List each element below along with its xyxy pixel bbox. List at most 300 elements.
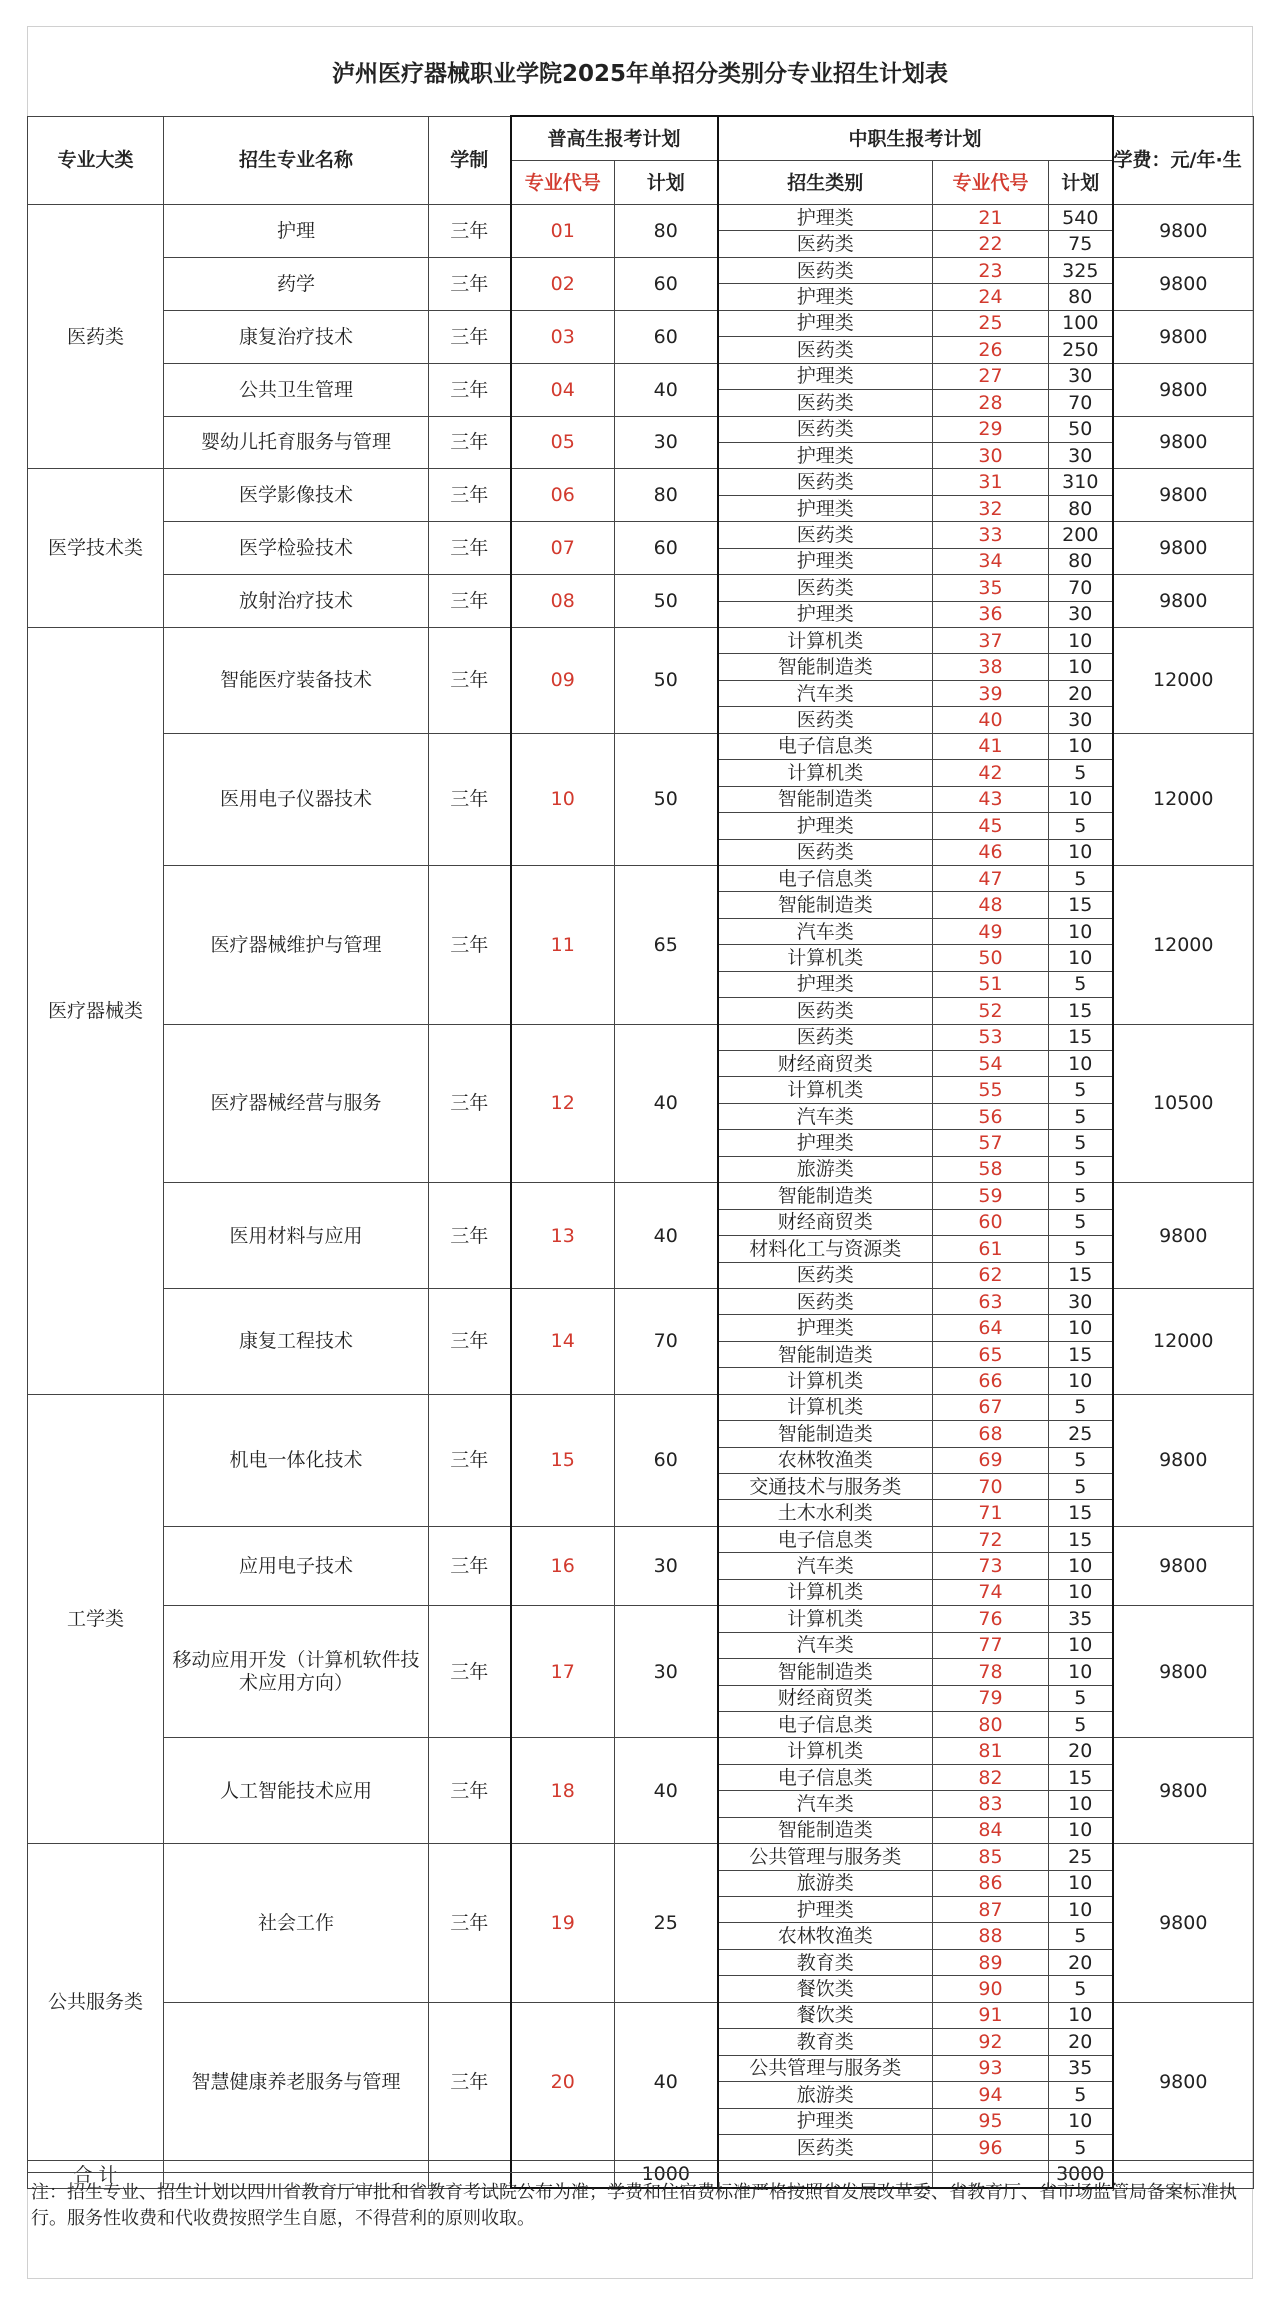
major-name-cell: 公共卫生管理 <box>164 363 429 416</box>
vocational-plan-cell: 15 <box>1049 1500 1113 1526</box>
vocational-type-cell: 护理类 <box>718 601 933 627</box>
major-name-cell: 护理 <box>164 205 429 258</box>
vocational-code-cell: 26 <box>933 337 1049 363</box>
vocational-type-cell: 医药类 <box>718 1024 933 1050</box>
major-name-cell: 医疗器械经营与服务 <box>164 1024 429 1183</box>
vocational-code-cell: 23 <box>933 257 1049 283</box>
vocational-plan-cell: 20 <box>1049 680 1113 706</box>
vocational-plan-cell: 5 <box>1049 760 1113 786</box>
vocational-code-cell: 25 <box>933 310 1049 336</box>
fee-cell: 9800 <box>1113 1183 1254 1289</box>
vocational-plan-cell: 10 <box>1049 918 1113 944</box>
fee-cell: 9800 <box>1113 522 1254 575</box>
major-name-cell: 医学检验技术 <box>164 522 429 575</box>
vocational-plan-cell: 70 <box>1049 575 1113 601</box>
duration-cell: 三年 <box>429 1738 511 1844</box>
vocational-plan-cell: 5 <box>1049 1474 1113 1500</box>
vocational-code-cell: 54 <box>933 1051 1049 1077</box>
table-row <box>28 1738 1254 1764</box>
fee-cell: 9800 <box>1113 1394 1254 1526</box>
general-code-cell: 13 <box>511 1183 615 1289</box>
header-duration: 学制 <box>429 116 511 205</box>
vocational-code-cell: 38 <box>933 654 1049 680</box>
fee-cell: 9800 <box>1113 257 1254 310</box>
vocational-code-cell: 85 <box>933 1844 1049 1870</box>
major-name-cell: 康复工程技术 <box>164 1288 429 1394</box>
table-row <box>28 865 1254 891</box>
total-general-plan: 1000 <box>615 2161 718 2189</box>
vocational-type-cell: 电子信息类 <box>718 1764 933 1790</box>
vocational-code-cell: 37 <box>933 628 1049 654</box>
general-code-cell: 07 <box>511 522 615 575</box>
general-code-cell: 16 <box>511 1526 615 1605</box>
general-plan-cell: 50 <box>615 628 718 734</box>
general-plan-cell: 40 <box>615 2002 718 2161</box>
vocational-code-cell: 31 <box>933 469 1049 495</box>
vocational-type-cell: 农林牧渔类 <box>718 1447 933 1473</box>
fee-cell: 10500 <box>1113 1024 1254 1183</box>
fee-cell: 9800 <box>1113 469 1254 522</box>
vocational-plan-cell: 30 <box>1049 442 1113 468</box>
vocational-plan-cell: 200 <box>1049 522 1113 548</box>
vocational-plan-cell: 10 <box>1049 654 1113 680</box>
vocational-plan-cell: 5 <box>1049 2082 1113 2108</box>
duration-cell: 三年 <box>429 1183 511 1289</box>
vocational-plan-cell: 10 <box>1049 1051 1113 1077</box>
fee-cell: 12000 <box>1113 865 1254 1024</box>
fee-cell: 12000 <box>1113 628 1254 734</box>
vocational-code-cell: 89 <box>933 1949 1049 1975</box>
header-vocational-code: 专业代号 <box>933 161 1049 205</box>
duration-cell: 三年 <box>429 733 511 865</box>
vocational-code-cell: 77 <box>933 1632 1049 1658</box>
vocational-code-cell: 29 <box>933 416 1049 442</box>
footnote: 注：招生专业、招生计划以四川省教育厅审批和省教育考试院公布为准；学费和住宿费标准严格按照省发展改革委、省教育厅、省市场监管局备案标准执行。服务性收费和代收费按照学生自愿，不得营利的原则收取。 <box>31 2182 1237 2229</box>
general-plan-cell: 60 <box>615 257 718 310</box>
vocational-code-cell: 83 <box>933 1791 1049 1817</box>
table-row <box>28 1526 1254 1552</box>
vocational-code-cell: 63 <box>933 1288 1049 1314</box>
vocational-plan-cell: 20 <box>1049 2029 1113 2055</box>
category-cell: 医药类 <box>28 205 164 469</box>
vocational-code-cell: 73 <box>933 1553 1049 1579</box>
vocational-plan-cell: 5 <box>1049 1685 1113 1711</box>
plan-table-body <box>28 205 1254 2161</box>
vocational-type-cell: 护理类 <box>718 1130 933 1156</box>
vocational-plan-cell: 10 <box>1049 786 1113 812</box>
vocational-plan-cell: 15 <box>1049 1262 1113 1288</box>
vocational-code-cell: 76 <box>933 1606 1049 1632</box>
vocational-type-cell: 护理类 <box>718 971 933 997</box>
vocational-plan-cell: 15 <box>1049 1526 1113 1552</box>
duration-cell: 三年 <box>429 1024 511 1183</box>
fee-cell: 9800 <box>1113 1526 1254 1605</box>
vocational-code-cell: 28 <box>933 390 1049 416</box>
vocational-code-cell: 27 <box>933 363 1049 389</box>
vocational-code-cell: 49 <box>933 918 1049 944</box>
vocational-code-cell: 78 <box>933 1659 1049 1685</box>
vocational-code-cell: 96 <box>933 2134 1049 2160</box>
vocational-type-cell: 旅游类 <box>718 1156 933 1182</box>
vocational-type-cell: 旅游类 <box>718 1870 933 1896</box>
table-row <box>28 1183 1254 1209</box>
vocational-plan-cell: 5 <box>1049 1976 1113 2002</box>
table-row <box>28 469 1254 495</box>
major-name-cell: 医学影像技术 <box>164 469 429 522</box>
vocational-code-cell: 47 <box>933 865 1049 891</box>
vocational-type-cell: 护理类 <box>718 548 933 574</box>
vocational-plan-cell: 5 <box>1049 1711 1113 1737</box>
vocational-code-cell: 74 <box>933 1579 1049 1605</box>
table-row <box>28 1606 1254 1632</box>
vocational-code-cell: 90 <box>933 1976 1049 2002</box>
vocational-plan-cell: 250 <box>1049 337 1113 363</box>
vocational-code-cell: 57 <box>933 1130 1049 1156</box>
vocational-type-cell: 电子信息类 <box>718 1711 933 1737</box>
vocational-code-cell: 21 <box>933 205 1049 231</box>
header-general-count: 计划 <box>615 161 718 205</box>
vocational-plan-cell: 15 <box>1049 998 1113 1024</box>
vocational-code-cell: 94 <box>933 2082 1049 2108</box>
vocational-type-cell: 交通技术与服务类 <box>718 1474 933 1500</box>
duration-cell: 三年 <box>429 1606 511 1738</box>
vocational-plan-cell: 10 <box>1049 1553 1113 1579</box>
vocational-plan-cell: 10 <box>1049 733 1113 759</box>
vocational-code-cell: 91 <box>933 2002 1049 2028</box>
table-row <box>28 2002 1254 2028</box>
general-code-cell: 14 <box>511 1288 615 1394</box>
vocational-type-cell: 汽车类 <box>718 680 933 706</box>
general-plan-cell: 50 <box>615 575 718 628</box>
vocational-code-cell: 51 <box>933 971 1049 997</box>
major-name-cell: 医用电子仪器技术 <box>164 733 429 865</box>
vocational-type-cell: 计算机类 <box>718 1606 933 1632</box>
vocational-code-cell: 95 <box>933 2108 1049 2134</box>
vocational-plan-cell: 35 <box>1049 1606 1113 1632</box>
major-name-cell: 智慧健康养老服务与管理 <box>164 2002 429 2161</box>
general-plan-cell: 70 <box>615 1288 718 1394</box>
general-plan-cell: 80 <box>615 205 718 258</box>
vocational-plan-cell: 80 <box>1049 548 1113 574</box>
vocational-code-cell: 71 <box>933 1500 1049 1526</box>
duration-cell: 三年 <box>429 628 511 734</box>
vocational-plan-cell: 10 <box>1049 1791 1113 1817</box>
duration-cell: 三年 <box>429 1288 511 1394</box>
duration-cell: 三年 <box>429 310 511 363</box>
vocational-code-cell: 68 <box>933 1421 1049 1447</box>
category-cell: 公共服务类 <box>28 1844 164 2161</box>
general-plan-cell: 30 <box>615 1526 718 1605</box>
vocational-type-cell: 医药类 <box>718 231 933 257</box>
vocational-type-cell: 护理类 <box>718 284 933 310</box>
vocational-plan-cell: 10 <box>1049 839 1113 865</box>
duration-cell: 三年 <box>429 257 511 310</box>
header-fee: 学费：元/年·生 <box>1113 116 1254 205</box>
vocational-plan-cell: 540 <box>1049 205 1113 231</box>
vocational-plan-cell: 10 <box>1049 1579 1113 1605</box>
vocational-type-cell: 智能制造类 <box>718 1659 933 1685</box>
vocational-type-cell: 医药类 <box>718 575 933 601</box>
vocational-plan-cell: 15 <box>1049 1024 1113 1050</box>
vocational-type-cell: 智能制造类 <box>718 1341 933 1367</box>
vocational-code-cell: 84 <box>933 1817 1049 1843</box>
vocational-type-cell: 计算机类 <box>718 945 933 971</box>
vocational-plan-cell: 10 <box>1049 2002 1113 2028</box>
vocational-plan-cell: 25 <box>1049 1844 1113 1870</box>
vocational-plan-cell: 10 <box>1049 1632 1113 1658</box>
vocational-type-cell: 医药类 <box>718 839 933 865</box>
general-plan-cell: 25 <box>615 1844 718 2003</box>
vocational-code-cell: 45 <box>933 813 1049 839</box>
total-vocational-plan: 3000 <box>1049 2161 1113 2189</box>
general-code-cell: 04 <box>511 363 615 416</box>
vocational-type-cell: 护理类 <box>718 813 933 839</box>
general-code-cell: 05 <box>511 416 615 469</box>
vocational-code-cell: 33 <box>933 522 1049 548</box>
general-code-cell: 01 <box>511 205 615 258</box>
vocational-code-cell: 56 <box>933 1103 1049 1129</box>
vocational-plan-cell: 50 <box>1049 416 1113 442</box>
major-name-cell: 药学 <box>164 257 429 310</box>
vocational-type-cell: 汽车类 <box>718 918 933 944</box>
vocational-plan-cell: 10 <box>1049 1817 1113 1843</box>
vocational-type-cell: 护理类 <box>718 495 933 521</box>
vocational-type-cell: 农林牧渔类 <box>718 1923 933 1949</box>
major-name-cell: 社会工作 <box>164 1844 429 2003</box>
vocational-plan-cell: 100 <box>1049 310 1113 336</box>
vocational-type-cell: 医药类 <box>718 2134 933 2160</box>
category-cell: 医疗器械类 <box>28 628 164 1395</box>
category-cell: 工学类 <box>28 1394 164 1843</box>
vocational-plan-cell: 80 <box>1049 495 1113 521</box>
general-plan-cell: 50 <box>615 733 718 865</box>
major-name-cell: 医用材料与应用 <box>164 1183 429 1289</box>
general-plan-cell: 30 <box>615 416 718 469</box>
vocational-type-cell: 智能制造类 <box>718 1817 933 1843</box>
vocational-code-cell: 88 <box>933 1923 1049 1949</box>
vocational-type-cell: 餐饮类 <box>718 2002 933 2028</box>
table-row <box>28 257 1254 283</box>
general-code-cell: 12 <box>511 1024 615 1183</box>
general-plan-cell: 40 <box>615 1738 718 1844</box>
vocational-type-cell: 电子信息类 <box>718 865 933 891</box>
general-plan-cell: 80 <box>615 469 718 522</box>
vocational-plan-cell: 75 <box>1049 231 1113 257</box>
vocational-plan-cell: 5 <box>1049 971 1113 997</box>
duration-cell: 三年 <box>429 469 511 522</box>
fee-cell: 9800 <box>1113 575 1254 628</box>
vocational-type-cell: 智能制造类 <box>718 654 933 680</box>
vocational-type-cell: 计算机类 <box>718 1368 933 1394</box>
vocational-plan-cell: 10 <box>1049 945 1113 971</box>
general-code-cell: 09 <box>511 628 615 734</box>
vocational-plan-cell: 10 <box>1049 2108 1113 2134</box>
vocational-type-cell: 医药类 <box>718 469 933 495</box>
vocational-code-cell: 30 <box>933 442 1049 468</box>
vocational-code-cell: 70 <box>933 1474 1049 1500</box>
vocational-type-cell: 计算机类 <box>718 1394 933 1420</box>
major-name-cell: 机电一体化技术 <box>164 1394 429 1526</box>
vocational-code-cell: 66 <box>933 1368 1049 1394</box>
general-code-cell: 11 <box>511 865 615 1024</box>
vocational-code-cell: 93 <box>933 2055 1049 2081</box>
duration-cell: 三年 <box>429 522 511 575</box>
vocational-code-cell: 61 <box>933 1236 1049 1262</box>
vocational-type-cell: 汽车类 <box>718 1553 933 1579</box>
header-row-1 <box>28 116 1254 161</box>
vocational-plan-cell: 5 <box>1049 1156 1113 1182</box>
vocational-type-cell: 汽车类 <box>718 1103 933 1129</box>
vocational-type-cell: 计算机类 <box>718 760 933 786</box>
total-label: 合 计 <box>28 2161 164 2189</box>
vocational-plan-cell: 15 <box>1049 1764 1113 1790</box>
fee-cell: 9800 <box>1113 416 1254 469</box>
general-plan-cell: 60 <box>615 522 718 575</box>
general-plan-cell: 60 <box>615 310 718 363</box>
page-title: 泸州医疗器械职业学院2025年单招分类别分专业招生计划表 <box>331 61 948 87</box>
vocational-code-cell: 62 <box>933 1262 1049 1288</box>
vocational-type-cell: 护理类 <box>718 442 933 468</box>
vocational-plan-cell: 30 <box>1049 1288 1113 1314</box>
vocational-code-cell: 65 <box>933 1341 1049 1367</box>
vocational-type-cell: 医药类 <box>718 337 933 363</box>
enrollment-plan-table <box>27 115 1254 2189</box>
table-row <box>28 416 1254 442</box>
general-plan-cell: 30 <box>615 1606 718 1738</box>
vocational-code-cell: 79 <box>933 1685 1049 1711</box>
general-code-cell: 10 <box>511 733 615 865</box>
vocational-type-cell: 教育类 <box>718 2029 933 2055</box>
duration-cell: 三年 <box>429 363 511 416</box>
general-code-cell: 17 <box>511 1606 615 1738</box>
vocational-plan-cell: 10 <box>1049 1659 1113 1685</box>
duration-cell: 三年 <box>429 1526 511 1605</box>
vocational-code-cell: 55 <box>933 1077 1049 1103</box>
vocational-type-cell: 医药类 <box>718 522 933 548</box>
vocational-plan-cell: 5 <box>1049 1130 1113 1156</box>
major-name-cell: 康复治疗技术 <box>164 310 429 363</box>
header-vocational-count: 计划 <box>1049 161 1113 205</box>
general-code-cell: 15 <box>511 1394 615 1526</box>
general-plan-cell: 40 <box>615 1024 718 1183</box>
vocational-type-cell: 土木水利类 <box>718 1500 933 1526</box>
major-name-cell: 应用电子技术 <box>164 1526 429 1605</box>
vocational-code-cell: 34 <box>933 548 1049 574</box>
vocational-code-cell: 50 <box>933 945 1049 971</box>
duration-cell: 三年 <box>429 416 511 469</box>
vocational-plan-cell: 5 <box>1049 1447 1113 1473</box>
vocational-type-cell: 智能制造类 <box>718 892 933 918</box>
vocational-plan-cell: 10 <box>1049 1870 1113 1896</box>
vocational-type-cell: 计算机类 <box>718 1077 933 1103</box>
fee-cell: 12000 <box>1113 1288 1254 1394</box>
vocational-type-cell: 电子信息类 <box>718 1526 933 1552</box>
general-code-cell: 06 <box>511 469 615 522</box>
major-name-cell: 人工智能技术应用 <box>164 1738 429 1844</box>
fee-cell: 9800 <box>1113 1844 1254 2003</box>
major-name-cell: 放射治疗技术 <box>164 575 429 628</box>
table-row <box>28 628 1254 654</box>
major-name-cell: 移动应用开发（计算机软件技术应用方向） <box>164 1606 429 1738</box>
vocational-plan-cell: 5 <box>1049 865 1113 891</box>
fee-cell: 12000 <box>1113 733 1254 865</box>
vocational-plan-cell: 5 <box>1049 1236 1113 1262</box>
vocational-code-cell: 80 <box>933 1711 1049 1737</box>
vocational-code-cell: 39 <box>933 680 1049 706</box>
vocational-type-cell: 医药类 <box>718 416 933 442</box>
vocational-type-cell: 医药类 <box>718 257 933 283</box>
vocational-type-cell: 护理类 <box>718 2108 933 2134</box>
table-row <box>28 310 1254 336</box>
header-general-plan: 普高生报考计划 <box>511 116 718 161</box>
vocational-type-cell: 财经商贸类 <box>718 1209 933 1235</box>
vocational-type-cell: 餐饮类 <box>718 1976 933 2002</box>
vocational-type-cell: 公共管理与服务类 <box>718 2055 933 2081</box>
vocational-code-cell: 32 <box>933 495 1049 521</box>
vocational-code-cell: 59 <box>933 1183 1049 1209</box>
vocational-code-cell: 86 <box>933 1870 1049 1896</box>
general-code-cell: 02 <box>511 257 615 310</box>
vocational-plan-cell: 5 <box>1049 2134 1113 2160</box>
vocational-type-cell: 财经商贸类 <box>718 1685 933 1711</box>
vocational-type-cell: 医药类 <box>718 390 933 416</box>
vocational-type-cell: 电子信息类 <box>718 733 933 759</box>
header-vocational-type: 招生类别 <box>718 161 933 205</box>
vocational-code-cell: 87 <box>933 1897 1049 1923</box>
vocational-code-cell: 64 <box>933 1315 1049 1341</box>
vocational-code-cell: 81 <box>933 1738 1049 1764</box>
duration-cell: 三年 <box>429 2002 511 2161</box>
vocational-plan-cell: 10 <box>1049 628 1113 654</box>
vocational-plan-cell: 5 <box>1049 1077 1113 1103</box>
vocational-plan-cell: 10 <box>1049 1315 1113 1341</box>
table-row <box>28 205 1254 231</box>
vocational-plan-cell: 20 <box>1049 1949 1113 1975</box>
vocational-type-cell: 计算机类 <box>718 1579 933 1605</box>
table-row <box>28 522 1254 548</box>
vocational-code-cell: 40 <box>933 707 1049 733</box>
fee-cell: 9800 <box>1113 205 1254 258</box>
vocational-code-cell: 41 <box>933 733 1049 759</box>
general-code-cell: 20 <box>511 2002 615 2161</box>
vocational-type-cell: 智能制造类 <box>718 1183 933 1209</box>
vocational-plan-cell: 30 <box>1049 363 1113 389</box>
vocational-type-cell: 汽车类 <box>718 1632 933 1658</box>
general-code-cell: 08 <box>511 575 615 628</box>
vocational-type-cell: 护理类 <box>718 1315 933 1341</box>
vocational-plan-cell: 30 <box>1049 707 1113 733</box>
major-name-cell: 智能医疗装备技术 <box>164 628 429 734</box>
vocational-type-cell: 计算机类 <box>718 628 933 654</box>
vocational-plan-cell: 30 <box>1049 601 1113 627</box>
vocational-type-cell: 公共管理与服务类 <box>718 1844 933 1870</box>
vocational-plan-cell: 25 <box>1049 1421 1113 1447</box>
vocational-type-cell: 医药类 <box>718 998 933 1024</box>
vocational-type-cell: 旅游类 <box>718 2082 933 2108</box>
header-vocational-plan: 中职生报考计划 <box>718 116 1113 161</box>
header-major: 招生专业名称 <box>164 116 429 205</box>
vocational-code-cell: 46 <box>933 839 1049 865</box>
vocational-code-cell: 82 <box>933 1764 1049 1790</box>
vocational-plan-cell: 10 <box>1049 1368 1113 1394</box>
duration-cell: 三年 <box>429 865 511 1024</box>
general-code-cell: 18 <box>511 1738 615 1844</box>
vocational-plan-cell: 70 <box>1049 390 1113 416</box>
vocational-plan-cell: 5 <box>1049 813 1113 839</box>
general-plan-cell: 60 <box>615 1394 718 1526</box>
vocational-code-cell: 24 <box>933 284 1049 310</box>
table-row <box>28 363 1254 389</box>
